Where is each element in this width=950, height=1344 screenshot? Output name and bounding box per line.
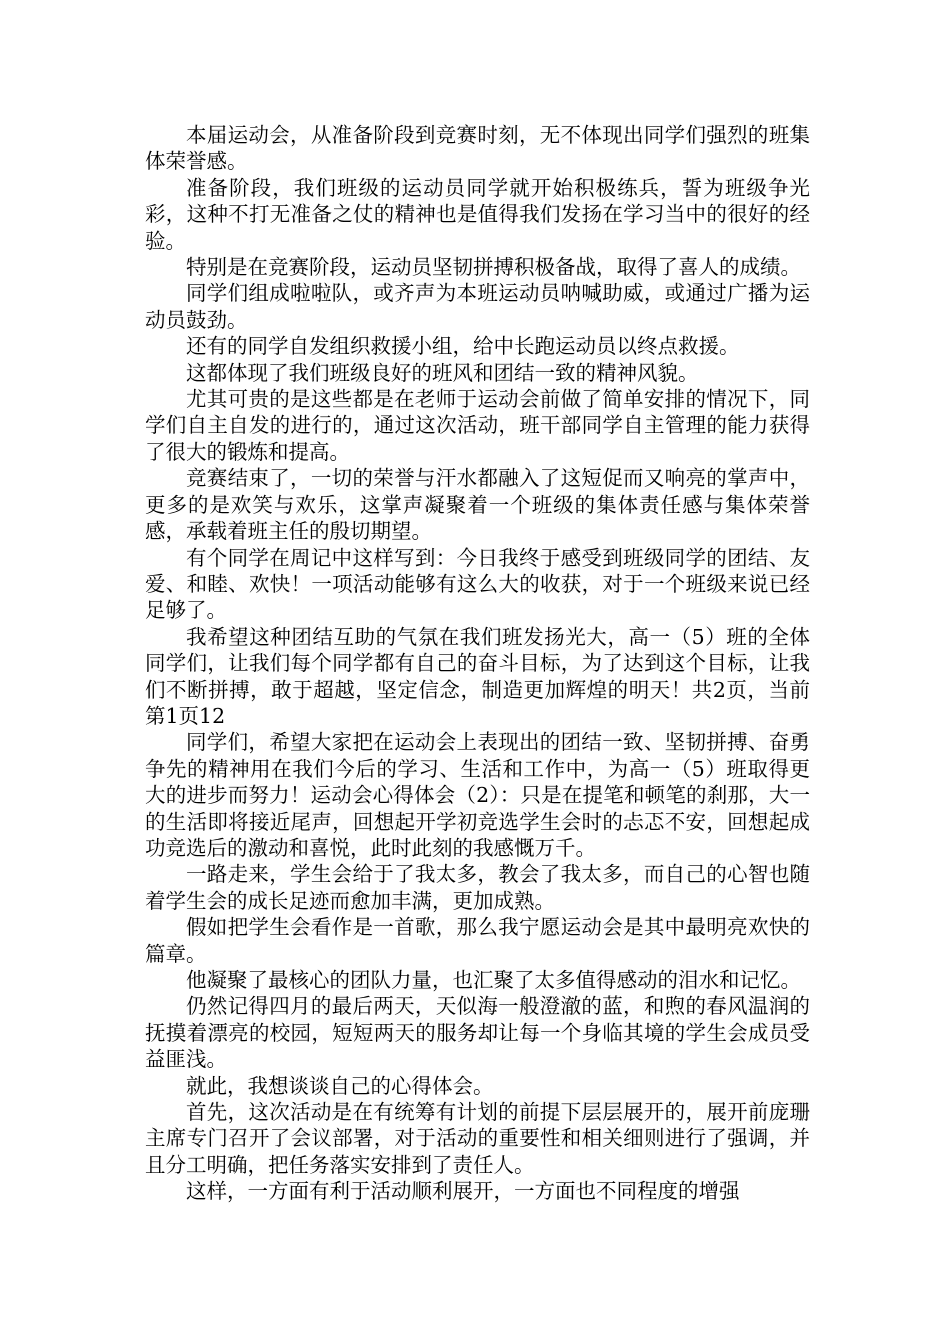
paragraph-4: 同学们组成啦啦队，或齐声为本班运动员呐喊助威，或通过广播为运动员鼓劲。 <box>145 281 810 332</box>
paragraph-3: 特别是在竞赛阶段，运动员坚韧拼搏积极备战，取得了喜人的成绩。 <box>186 255 801 280</box>
paragraph-7: 尤其可贵的是这些都是在老师于运动会前做了简单安排的情况下，同学们自主自发的进行的，通过这次活动，班干部同学自主管理的能力获得了很大的锻炼和提高。 <box>145 387 810 464</box>
paragraph-5: 还有的同学自发组织救援小组，给中长跑运动员以终点救援。 <box>186 334 740 359</box>
body-text <box>145 122 810 1205</box>
paragraph-8: 竞赛结束了，一切的荣誉与汗水都融入了这短促而又响亮的掌声中，更多的是欢笑与欢乐，这掌声凝聚着一个班级的集体责任感与集体荣誉感，承载着班主任的殷切期望。 <box>145 466 810 544</box>
paragraph-1: 本届运动会，从准备阶段到竞赛时刻，无不体现出同学们强烈的班集体荣誉感。 <box>145 123 810 174</box>
paragraph-10: 我希望这种团结互助的气氛在我们班发扬光大，高一（5）班的全体同学们，让我们每个同学都有自己的奋斗目标，为了达到这个目标，让我们不断拼搏，敢于超越，坚定信念，制造更加辉煌的明天！共2页，当前第1页12 <box>145 624 810 728</box>
paragraph-11: 同学们，希望大家把在运动会上表现出的团结一致、坚韧拼搏、奋勇争先的精神用在我们今后的学习、生活和工作中，为高一（5）班取得更大的进步而努力！运动会心得体会（2）：只是在提笔和顿笔的刹那，大一的生活即将接近尾声，回想起开学初竞选学生会时的忐忑不安，回想起成功竞选后的激动和喜悦，此时此刻的我感慨万千。 <box>145 730 810 860</box>
paragraph-9: 有个同学在周记中这样写到：今日我终于感受到班级同学的团结、友爱、和睦、欢快！一项活动能够有这么大的收获，对于一个班级来说已经足够了。 <box>145 545 810 623</box>
paragraph-17: 首先，这次活动是在有统筹有计划的前提下层层展开的，展开前庞珊主席专门召开了会议部署，对于活动的重要性和相关细则进行了强调，并且分工明确，把任务落实安排到了责任人。 <box>145 1100 810 1177</box>
paragraph-13: 假如把学生会看作是一首歌，那么我宁愿运动会是其中最明亮欢快的篇章。 <box>145 915 810 966</box>
paragraph-18: 这样，一方面有利于活动顺利展开，一方面也不同程度的增强 <box>186 1179 740 1204</box>
paragraph-14: 他凝聚了最核心的团队力量，也汇聚了太多值得感动的泪水和记忆。 <box>186 968 801 992</box>
paragraph-15: 仍然记得四月的最后两天，天似海一般澄澈的蓝，和煦的春风温润的抚摸着漂亮的校园，短短两天的服务却让每一个身临其境的学生会成员受益匪浅。 <box>145 994 810 1072</box>
paragraph-6: 这都体现了我们班级良好的班风和团结一致的精神风貌。 <box>186 360 699 385</box>
paragraph-2: 准备阶段，我们班级的运动员同学就开始积极练兵，誓为班级争光彩，这种不打无准备之仗的精神也是值得我们发扬在学习当中的很好的经验。 <box>145 175 810 253</box>
paragraph-12: 一路走来，学生会给于了我太多，教会了我太多，而自己的心智也随着学生会的成长足迹而愈加丰满，更加成熟。 <box>145 862 810 913</box>
paragraph-16: 就此，我想谈谈自己的心得体会。 <box>186 1073 494 1098</box>
